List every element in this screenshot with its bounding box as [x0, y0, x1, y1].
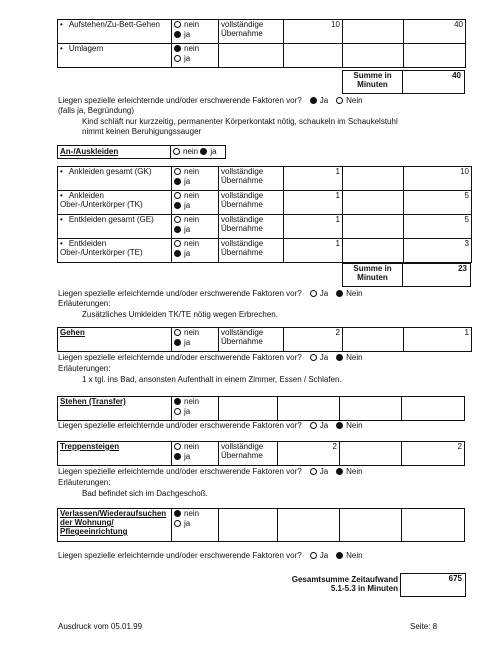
- empty-cell: [278, 397, 340, 421]
- value-cell: 10: [284, 20, 343, 44]
- top-sum-label: Summe in Minuten: [342, 70, 403, 94]
- option-cell[interactable]: nein ja: [172, 20, 219, 44]
- option-cell[interactable]: nein ja: [172, 509, 219, 542]
- radio-nein[interactable]: [174, 240, 181, 247]
- total-label: Gesamtsumme Zeitaufwand 5.1-5.3 in Minuten: [291, 575, 398, 593]
- value-cell: 5: [404, 215, 472, 239]
- value-cell: 10: [404, 167, 472, 191]
- radio-ja[interactable]: [310, 468, 317, 475]
- ankleiden-sum-value: 23: [402, 263, 471, 287]
- type-cell: vollständige Übernahme: [219, 191, 284, 215]
- empty-cell: [340, 509, 402, 542]
- grundpflege-top-table: [57, 19, 466, 68]
- erlaeuterungen-label: Erläuterungen:: [58, 364, 111, 373]
- treppe-table: [57, 441, 465, 466]
- radio-ja-selected[interactable]: [174, 250, 181, 257]
- value-cell: 2: [278, 442, 340, 466]
- empty-cell: [343, 20, 404, 44]
- radio-nein[interactable]: [336, 97, 343, 104]
- value-cell: 1: [284, 239, 343, 263]
- option-cell[interactable]: nein ja: [172, 191, 219, 215]
- empty-cell: [278, 509, 340, 542]
- empty-cell: [343, 328, 404, 352]
- option-cell[interactable]: nein ja: [172, 44, 219, 68]
- begruendung-label: (falls ja, Begründung): [58, 106, 135, 115]
- empty-cell: [402, 397, 465, 421]
- value-cell: 1: [284, 191, 343, 215]
- radio-ja[interactable]: [174, 55, 181, 62]
- row-label-aufstehen: • Aufstehen/Zu-Bett-Gehen: [58, 20, 172, 44]
- radio-ja-selected[interactable]: [174, 202, 181, 209]
- radio-ja[interactable]: [174, 408, 181, 415]
- empty-cell: [340, 397, 402, 421]
- table-row: [58, 167, 472, 191]
- value-cell: 1: [404, 328, 472, 352]
- radio-nein[interactable]: [174, 329, 181, 336]
- option-cell[interactable]: nein ja: [172, 167, 219, 191]
- value-cell: [404, 44, 466, 68]
- value-cell: 3: [404, 239, 472, 263]
- radio-nein[interactable]: [174, 443, 181, 450]
- factors-question: Liegen spezielle erleichternde und/oder erschwerende Faktoren vor? Ja Nein: [58, 467, 363, 476]
- option-cell[interactable]: nein ja: [172, 215, 219, 239]
- section-title-ankleiden: An-/Auskleiden: [57, 145, 171, 159]
- section-title-verlassen: Verlassen/Wiederaufsuchen der Wohnung/ Pflegeeinrichtung: [58, 509, 172, 542]
- ankleiden-table: [57, 166, 472, 263]
- empty-cell: [343, 44, 404, 68]
- type-cell: vollständige Übernahme: [219, 215, 284, 239]
- radio-ja-selected[interactable]: [174, 453, 181, 460]
- print-date: Ausdruck vom 05.01.99: [58, 622, 143, 631]
- option-cell[interactable]: nein ja: [172, 239, 219, 263]
- ankleiden-sum-label: Summe in Minuten: [342, 263, 403, 287]
- section-title-gehen: Gehen: [58, 328, 172, 352]
- radio-nein[interactable]: [173, 148, 180, 155]
- radio-nein-selected[interactable]: [336, 422, 343, 429]
- value-cell: 40: [404, 20, 466, 44]
- option-cell[interactable]: nein ja: [172, 397, 219, 421]
- radio-ja-selected[interactable]: [174, 339, 181, 346]
- row-label-umlagern: • Umlagern: [58, 44, 172, 68]
- radio-nein[interactable]: [174, 192, 181, 199]
- empty-cell: [402, 509, 465, 542]
- empty-cell: [343, 191, 404, 215]
- factors-question: Liegen spezielle erleichternde und/oder erschwerende Faktoren vor? Ja Nein: [58, 96, 363, 105]
- type-cell: vollständige Übernahme: [219, 20, 284, 44]
- option-cell[interactable]: nein ja: [172, 328, 219, 352]
- radio-nein-selected[interactable]: [174, 398, 181, 405]
- section-title-stehen: Stehen (Transfer): [58, 397, 172, 421]
- type-cell: [219, 44, 284, 68]
- factors-question: Liegen spezielle erleichternde und/oder erschwerende Faktoren vor? Ja Nein: [58, 353, 363, 362]
- radio-nein-selected[interactable]: [336, 354, 343, 361]
- row-label: • Ankleiden Ober-/Unterkörper (TK): [58, 191, 172, 215]
- stehen-table: [57, 396, 465, 421]
- row-label: • Ankleiden gesamt (GK): [58, 167, 172, 191]
- empty-cell: [219, 397, 278, 421]
- radio-ja[interactable]: [174, 520, 181, 527]
- radio-ja-selected[interactable]: [310, 97, 317, 104]
- radio-ja[interactable]: [310, 354, 317, 361]
- value-cell: 1: [284, 167, 343, 191]
- top-sum-value: 40: [402, 70, 465, 94]
- factors-question: Liegen spezielle erleichternde und/oder erschwerende Faktoren vor? Ja Nein: [58, 421, 363, 430]
- table-row: [58, 191, 472, 215]
- type-cell: vollständige Übernahme: [219, 442, 278, 466]
- radio-nein-selected[interactable]: [174, 45, 181, 52]
- radio-nein-selected[interactable]: [336, 552, 343, 559]
- row-label: • Entkleiden Ober-/Unterkörper (TE): [58, 239, 172, 263]
- factors-question: Liegen spezielle erleichternde und/oder erschwerende Faktoren vor? Ja Nein: [58, 289, 363, 298]
- page-number: Seite: 8: [410, 622, 438, 631]
- factors-question: Liegen spezielle erleichternde und/oder erschwerende Faktoren vor? Ja Nein: [58, 551, 363, 560]
- radio-ja[interactable]: [310, 290, 317, 297]
- value-cell: [284, 44, 343, 68]
- radio-ja[interactable]: [310, 422, 317, 429]
- table-row: [58, 239, 472, 263]
- erlaeuterungen-label: Erläuterungen:: [58, 478, 111, 487]
- empty-cell: [340, 442, 402, 466]
- begruendung-text: Kind schläft nur kurzzeitig, permanenter Körperkontakt nötig, schaukeln im Schaukelstuhl: [82, 117, 398, 126]
- radio-nein-selected[interactable]: [336, 468, 343, 475]
- type-cell: vollständige Übernahme: [219, 239, 284, 263]
- value-cell: 2: [284, 328, 343, 352]
- radio-nein[interactable]: [174, 21, 181, 28]
- option-cell[interactable]: nein ja: [172, 442, 219, 466]
- type-cell: vollständige Übernahme: [219, 167, 284, 191]
- empty-cell: [343, 239, 404, 263]
- erlaeuterungen-text: Bad befindet sich im Dachgeschoß.: [82, 489, 208, 498]
- begruendung-text: nimmt keinen Beruhigungssauger: [82, 127, 202, 136]
- radio-nein[interactable]: [174, 168, 181, 175]
- radio-nein[interactable]: [174, 216, 181, 223]
- section-title-treppe: Treppensteigen: [58, 442, 172, 466]
- total-value: 675: [400, 573, 466, 597]
- table-row: [58, 397, 465, 421]
- verlassen-table: [57, 508, 465, 542]
- radio-nein-selected[interactable]: [174, 510, 181, 517]
- table-row: [58, 44, 466, 68]
- section-options[interactable]: nein ja: [170, 145, 226, 159]
- erlaeuterungen-text: 1 x tgl. ins Bad, ansonsten Aufenthalt in einem Zimmer, Essen / Schlafen.: [82, 375, 342, 384]
- radio-nein-selected[interactable]: [336, 290, 343, 297]
- gehen-table: [57, 327, 472, 352]
- value-cell: 2: [402, 442, 465, 466]
- radio-ja-selected[interactable]: [174, 31, 181, 38]
- value-cell: 1: [284, 215, 343, 239]
- radio-ja-selected[interactable]: [174, 178, 181, 185]
- erlaeuterungen-label: Erläuterungen:: [58, 299, 111, 308]
- erlaeuterungen-text: Zusätzliches Umkleiden TK/TE nötig wegen Erbrechen.: [82, 310, 278, 319]
- row-label: • Entkleiden gesamt (GE): [58, 215, 172, 239]
- radio-ja-selected[interactable]: [200, 148, 207, 155]
- empty-cell: [343, 167, 404, 191]
- table-row: [58, 20, 466, 44]
- radio-ja-selected[interactable]: [174, 226, 181, 233]
- table-row: [58, 509, 465, 542]
- table-row: [58, 328, 472, 352]
- table-row: [58, 215, 472, 239]
- table-row: [58, 442, 465, 466]
- empty-cell: [343, 215, 404, 239]
- radio-ja[interactable]: [310, 552, 317, 559]
- value-cell: 5: [404, 191, 472, 215]
- empty-cell: [219, 509, 278, 542]
- type-cell: vollständige Übernahme: [219, 328, 284, 352]
